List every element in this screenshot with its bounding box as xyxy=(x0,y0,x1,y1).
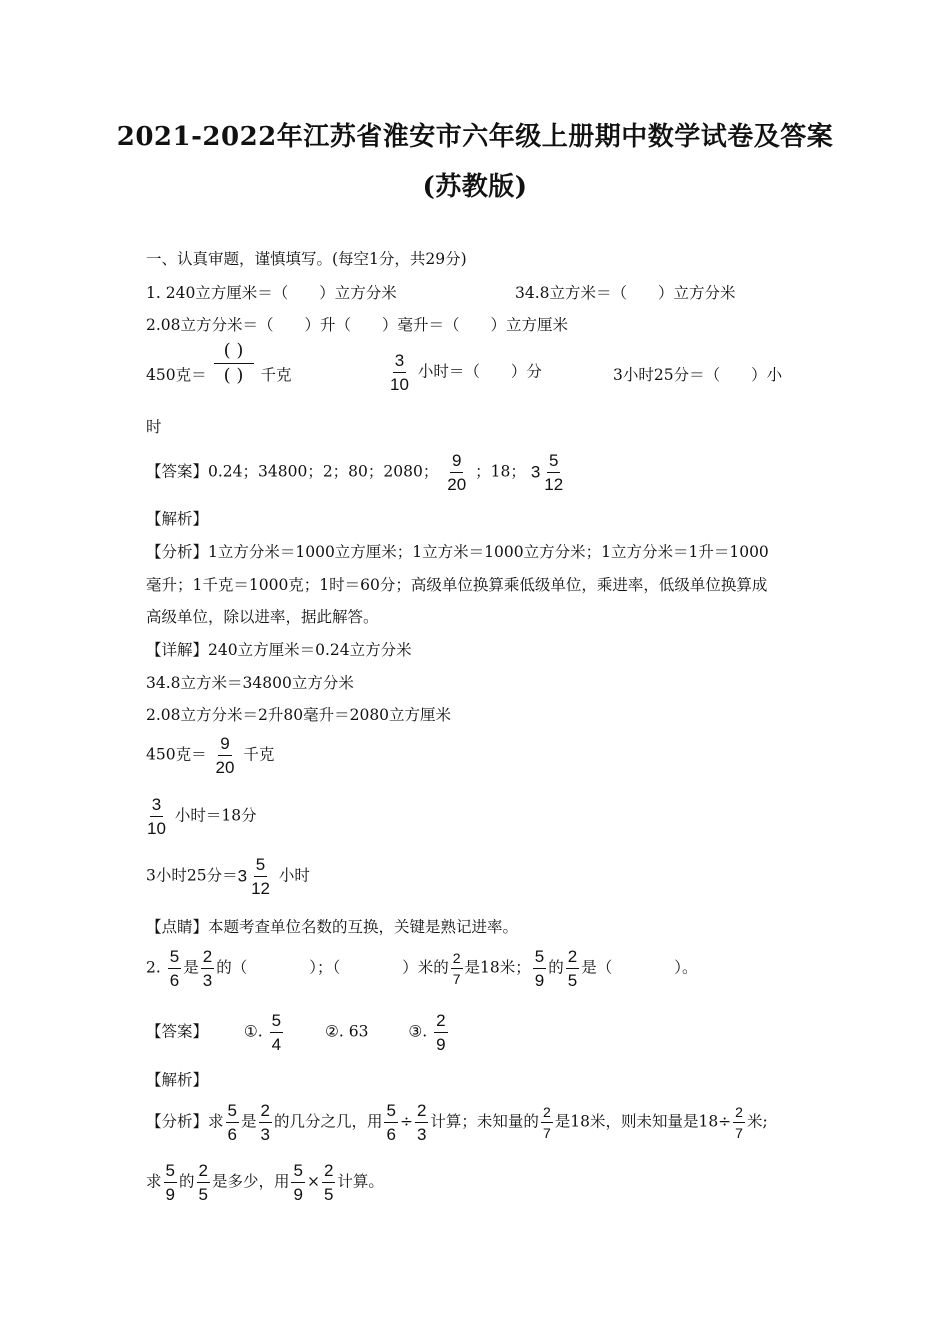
q2-answer xyxy=(146,1012,450,1053)
numerator: 5 xyxy=(384,1102,397,1123)
denominator: 12 xyxy=(251,879,270,898)
section-heading: 一、认真审题，谨慎填写。(每空1分，共29分) xyxy=(146,250,467,268)
q2-fenxi-1 xyxy=(146,1102,768,1143)
fraction xyxy=(226,1102,239,1143)
denominator: 20 xyxy=(215,758,235,777)
denominator: 9 xyxy=(436,1035,446,1054)
q1-fenxi-1: 【分析】1立方分米＝1000立方厘米；1立方米＝1000立方分米；1立方分米＝1升＝1000 xyxy=(146,543,769,561)
q1-line4: 时 xyxy=(146,418,162,436)
fraction xyxy=(201,948,214,989)
q2-text: 是18米； xyxy=(464,958,531,977)
fx-text: 的几分之几，用 xyxy=(273,1112,383,1131)
fraction xyxy=(384,1102,397,1143)
numerator: 2 xyxy=(197,1162,210,1183)
detail6-post: 小时 xyxy=(278,866,310,885)
q1-detail-3: 2.08立方分米＝2升80毫升＝2080立方厘米 xyxy=(146,706,452,724)
q1-450g-label: 450克＝ xyxy=(146,366,207,384)
fraction xyxy=(415,1102,428,1143)
q1-part-b: 34.8立方米＝（ ）立方分米 xyxy=(515,284,736,302)
fx-text: 计算。 xyxy=(337,1172,384,1191)
numerator: 9 xyxy=(218,735,231,756)
answer-label: 【答案】 xyxy=(146,1022,209,1041)
fraction xyxy=(566,948,579,989)
denominator: 6 xyxy=(169,971,180,990)
q1-analysis-label: 【解析】 xyxy=(146,510,209,528)
fx-text: 是多少，用 xyxy=(211,1172,290,1191)
q2-text: 的（ ）；（ ）米的 xyxy=(216,958,449,977)
numerator: 2 xyxy=(733,1105,745,1123)
fraction xyxy=(164,1162,177,1203)
fx-text: 是 xyxy=(240,1112,257,1131)
denominator: 10 xyxy=(390,375,409,394)
q1-part-a: 1. 240立方厘米＝（ ）立方分米 xyxy=(146,284,397,302)
q1-kg-label: 千克 xyxy=(260,366,292,384)
denominator: 5 xyxy=(323,1185,334,1204)
q2-number: 2. xyxy=(146,958,161,977)
numerator: 2 xyxy=(434,1012,447,1033)
mixed-whole: 3 xyxy=(237,866,248,886)
doc-title-line2: (苏教版) xyxy=(422,172,528,202)
q2-text: 的 xyxy=(548,958,564,977)
fraction xyxy=(168,948,181,989)
fraction-9-20 xyxy=(445,452,468,493)
fraction-5-12 xyxy=(249,856,272,897)
answer-1-label: ①. xyxy=(243,1022,263,1041)
numerator: 2 xyxy=(415,1102,428,1123)
fx-text: 是18米，则未知量是18÷ xyxy=(554,1112,732,1131)
answer-3-label: ③. xyxy=(408,1022,428,1041)
denominator: 9 xyxy=(165,1185,175,1204)
fraction-9-20 xyxy=(214,735,237,776)
numerator: 5 xyxy=(226,1102,239,1123)
numerator: 9 xyxy=(450,452,463,473)
fx-text: 计算；未知量的 xyxy=(430,1112,539,1131)
fx-text: 【分析】求 xyxy=(146,1112,224,1131)
denominator: 12 xyxy=(544,475,564,494)
multiply-sign: × xyxy=(306,1172,320,1191)
doc-title-line1: 2021-2022年江苏省淮安市六年级上册期中数学试卷及答案 xyxy=(116,122,834,152)
q1-dianjing: 【点睛】本题考查单位名数的互换，关键是熟记进率。 xyxy=(146,918,519,936)
q1-answer xyxy=(146,452,567,493)
q1-line2: 2.08立方分米＝（ ）升（ ）毫升＝（ ）立方厘米 xyxy=(146,316,569,334)
fraction-3-10 xyxy=(145,796,168,837)
denominator: 5 xyxy=(198,1185,208,1204)
fraction xyxy=(197,1162,210,1203)
numerator: 2 xyxy=(259,1102,272,1123)
denominator: 3 xyxy=(416,1125,427,1144)
answer-text: 【答案】0.24；34800；2；80；2080； xyxy=(146,462,439,481)
q1-detail-1: 【详解】240立方厘米＝0.24立方分米 xyxy=(146,641,412,659)
detail4-post: 千克 xyxy=(243,745,275,764)
q1-line3-c: 3小时25分＝（ ）小 xyxy=(613,366,783,384)
q2-analysis-label: 【解析】 xyxy=(146,1071,209,1089)
fx-text: 求 xyxy=(146,1172,162,1191)
numerator: 2 xyxy=(322,1162,335,1183)
fraction xyxy=(733,1105,745,1140)
denominator: 10 xyxy=(147,819,166,838)
q2-text: 是 xyxy=(183,958,199,977)
q1-detail-4 xyxy=(146,735,274,776)
q1-detail-6 xyxy=(146,856,310,897)
numerator: 5 xyxy=(533,948,546,969)
detail4-pre: 450克＝ xyxy=(146,745,207,764)
numerator: 2 xyxy=(541,1105,553,1123)
paren-numerator: ( ) xyxy=(214,342,254,364)
q2-fenxi-2 xyxy=(146,1162,384,1203)
fraction xyxy=(533,948,546,989)
fraction xyxy=(291,1162,304,1203)
mixed-whole: 3 xyxy=(530,462,541,482)
detail6-pre: 3小时25分＝ xyxy=(146,866,238,885)
fraction-2-9 xyxy=(434,1012,447,1053)
numerator: 2 xyxy=(201,948,214,969)
denominator: 5 xyxy=(567,971,578,990)
denominator: 3 xyxy=(260,1125,270,1144)
numerator: 5 xyxy=(254,856,267,877)
divide-sign: ÷ xyxy=(399,1112,413,1131)
paren-fraction xyxy=(214,339,254,386)
q1-detail-5 xyxy=(143,796,257,837)
denominator: 6 xyxy=(386,1125,396,1144)
denominator: 20 xyxy=(447,475,467,494)
fx-text: 米; xyxy=(746,1112,768,1131)
fraction xyxy=(259,1102,272,1143)
denominator: 7 xyxy=(735,1125,743,1141)
fraction-5-12 xyxy=(542,452,565,493)
q1-hour-to-min: 小时＝（ ）分 xyxy=(417,362,542,381)
paren-denominator: ( ) xyxy=(223,364,244,386)
fraction-5-4 xyxy=(270,1012,283,1053)
fx-text: 的 xyxy=(178,1172,195,1191)
numerator: 3 xyxy=(393,352,406,373)
q1-line3-b xyxy=(386,352,542,393)
denominator: 9 xyxy=(534,971,545,990)
detail5-post: 小时＝18分 xyxy=(174,806,257,825)
denominator: 7 xyxy=(452,971,461,987)
q1-fenxi-2: 毫升；1千克＝1000克；1时＝60分；高级单位换算乘低级单位，乘进率，低级单位换算成 xyxy=(146,576,768,594)
numerator: 2 xyxy=(566,948,579,969)
fraction-3-10 xyxy=(388,352,411,393)
fraction xyxy=(541,1105,553,1140)
fraction xyxy=(451,951,463,986)
numerator: 5 xyxy=(168,948,181,969)
q2-line xyxy=(146,948,697,989)
q1-detail-2: 34.8立方米＝34800立方分米 xyxy=(146,674,354,692)
denominator: 3 xyxy=(202,971,213,990)
numerator: 3 xyxy=(150,796,163,817)
numerator: 5 xyxy=(164,1162,177,1183)
answer-text-mid: ；18； xyxy=(475,462,526,481)
denominator: 9 xyxy=(293,1185,303,1204)
denominator: 7 xyxy=(542,1125,551,1141)
numerator: 5 xyxy=(291,1162,304,1183)
denominator: 4 xyxy=(271,1035,282,1054)
denominator: 6 xyxy=(227,1125,237,1144)
q1-line3-a xyxy=(146,339,292,386)
numerator: 5 xyxy=(270,1012,283,1033)
numerator: 5 xyxy=(547,452,560,473)
q2-text: 是（ ）。 xyxy=(581,958,698,977)
answer-2: ②. 63 xyxy=(325,1022,369,1041)
q1-fenxi-3: 高级单位，除以进率，据此解答。 xyxy=(146,608,379,626)
numerator: 2 xyxy=(451,951,463,969)
fraction xyxy=(322,1162,335,1203)
